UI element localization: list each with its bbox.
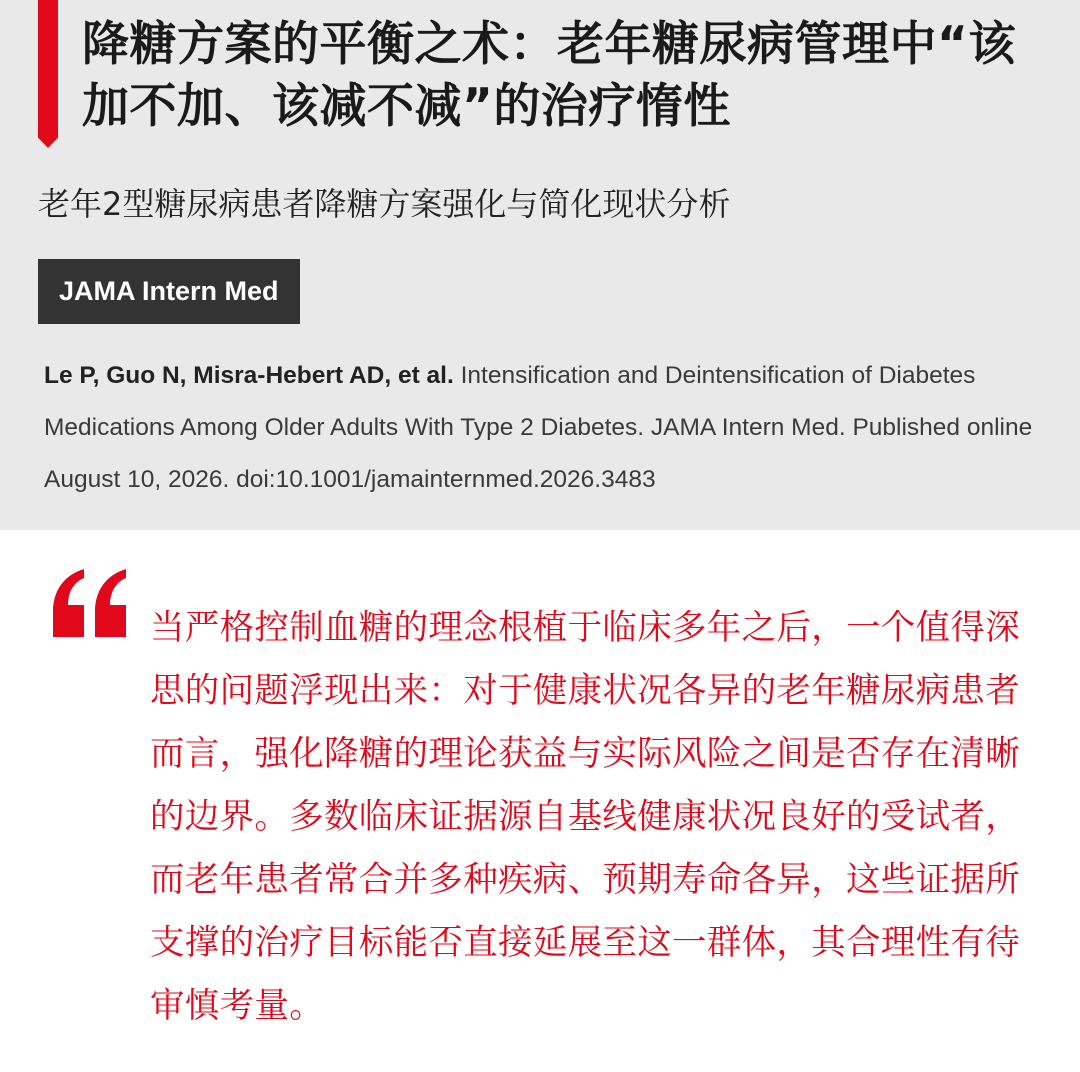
accent-bar — [38, 0, 58, 148]
journal-badge: JAMA Intern Med — [38, 259, 300, 324]
open-quote-icon — [50, 565, 128, 640]
quote-text: 当严格控制血糖的理念根植于临床多年之后，一个值得深思的问题浮现出来：对于健康状况各异的老年糖尿病患者而言，强化降糖的理论获益与实际风险之间是否存在清晰的边界。多数临床证据源自基线健康状况良好的受试者，而老年患者常合并多种疾病、预期寿命各异，这些证据所支撑的治疗目标能否直接延展至这一群体，其合理性有待审慎考量。 — [150, 608, 1020, 1026]
article-header — [0, 0, 1080, 530]
article-title: 降糖方案的平衡之术：老年糖尿病管理中“该加不加、该减不减”的治疗惰性 — [82, 17, 1016, 134]
article-subtitle: 老年2型糖尿病患者降糖方案强化与简化现状分析 — [38, 185, 731, 223]
citation — [44, 350, 1034, 506]
citation-authors: Le P, Guo N, Misra-Hebert AD, et al. — [44, 362, 454, 389]
citation-text: Intensification and Deintensification of Diabetes Medications Among Older Adults With Type 2 Diabetes. JAMA Intern Med. Published online August 10, 2026. doi:10.1001/jamainternmed.2026.3483 — [44, 362, 1033, 493]
